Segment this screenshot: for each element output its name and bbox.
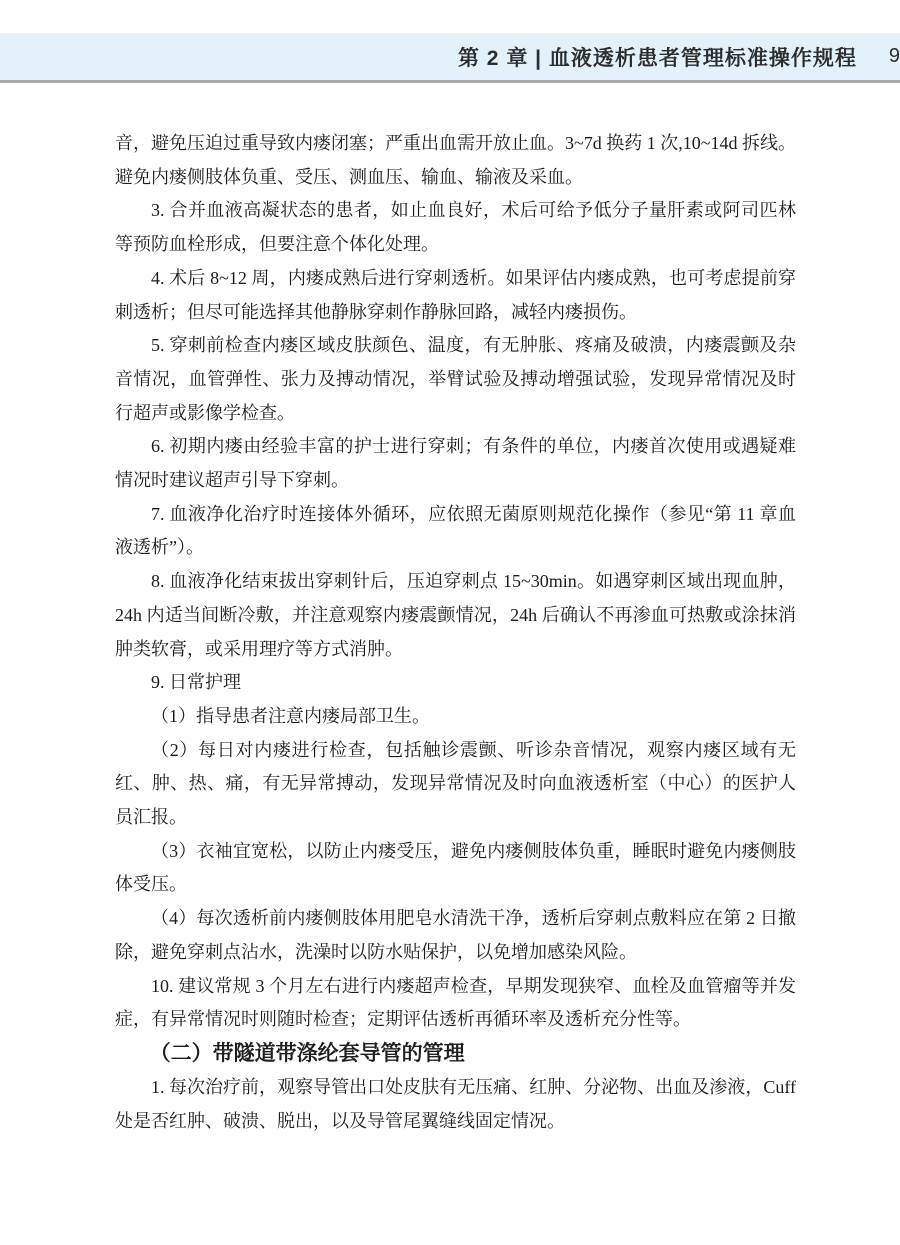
body-paragraph: 5. 穿刺前检查内瘘区域皮肤颜色、温度，有无肿胀、疼痛及破溃，内瘘震颤及杂音情况，血管弹性、张力及搏动情况，举臂试验及搏动增强试验，发现异常情况及时行超声或影像学检查。 (115, 335, 796, 423)
body-paragraph: （4）每次透析前内瘘侧肢体用肥皂水清洗干净，透析后穿刺点敷料应在第 2 日撤除，避免穿刺点沾水，洗澡时以防水贴保护，以免增加感染风险。 (115, 908, 796, 962)
body-paragraph: 7. 血液净化治疗时连接体外循环，应依照无菌原则规范化操作（参见“第 11 章血液透析”）。 (115, 503, 796, 558)
body-paragraph: 9. 日常护理 (151, 672, 241, 693)
body-paragraph: 6. 初期内瘘由经验丰富的护士进行穿刺；有条件的单位，内瘘首次使用或遇疑难情况时建议超声引导下穿刺。 (115, 436, 796, 491)
chapter-header-bar (0, 33, 900, 83)
page-number: 9 (888, 45, 900, 67)
body-paragraph: 4. 术后 8~12 周，内瘘成熟后进行穿刺透析。如果评估内瘘成熟，也可考虑提前穿刺透析；但尽可能选择其他静脉穿刺作静脉回路，减轻内瘘损伤。 (115, 267, 796, 322)
body-paragraph: （1）指导患者注意内瘘局部卫生。 (151, 705, 430, 726)
body-paragraph: （3）衣袖宜宽松，以防止内瘘受压，避免内瘘侧肢体负重，睡眠时避免内瘘侧肢体受压。 (115, 840, 796, 895)
body-paragraph: 3. 合并血液高凝状态的患者，如止血良好，术后可给予低分子量肝素或阿司匹林等预防血栓形成，但要注意个体化处理。 (115, 200, 796, 255)
body-paragraph: （2）每日对内瘘进行检查，包括触诊震颤、听诊杂音情况，观察内瘘区域有无红、肿、热、痛，有无异常搏动，发现异常情况及时向血液透析室（中心）的医护人员汇报。 (115, 739, 796, 828)
section-heading: （二）带隧道带涤纶套导管的管理 (149, 1041, 465, 1065)
body-paragraph: 10. 建议常规 3 个月左右进行内瘘超声检查，早期发现狭窄、血栓及血管瘤等并发症，有异常情况时则随时检查；定期评估透析再循环率及透析充分性等。 (115, 975, 796, 1030)
body-paragraph: 8. 血液净化结束拔出穿刺针后，压迫穿刺点 15~30min。如遇穿刺区域出现血肿，24h 内适当间断冷敷，并注意观察内瘘震颤情况，24h 后确认不再渗血可热敷或涂抹消肿类软膏，或采用理疗等方式消肿。 (115, 571, 796, 659)
chapter-title: 第 2 章 | 血液透析患者管理标准操作规程 (457, 46, 857, 70)
body-paragraph: 1. 每次治疗前，观察导管出口处皮肤有无压痛、红肿、分泌物、出血及渗液，Cuff 处是否红肿、破溃、脱出，以及导管尾翼缝线固定情况。 (115, 1076, 796, 1131)
body-paragraph: 音，避免压迫过重导致内瘘闭塞；严重出血需开放止血。3~7d 换药 1 次,10~14d 拆线。避免内瘘侧肢体负重、受压、测血压、输血、输液及采血。 (115, 133, 796, 187)
page-body-text (115, 127, 796, 1138)
